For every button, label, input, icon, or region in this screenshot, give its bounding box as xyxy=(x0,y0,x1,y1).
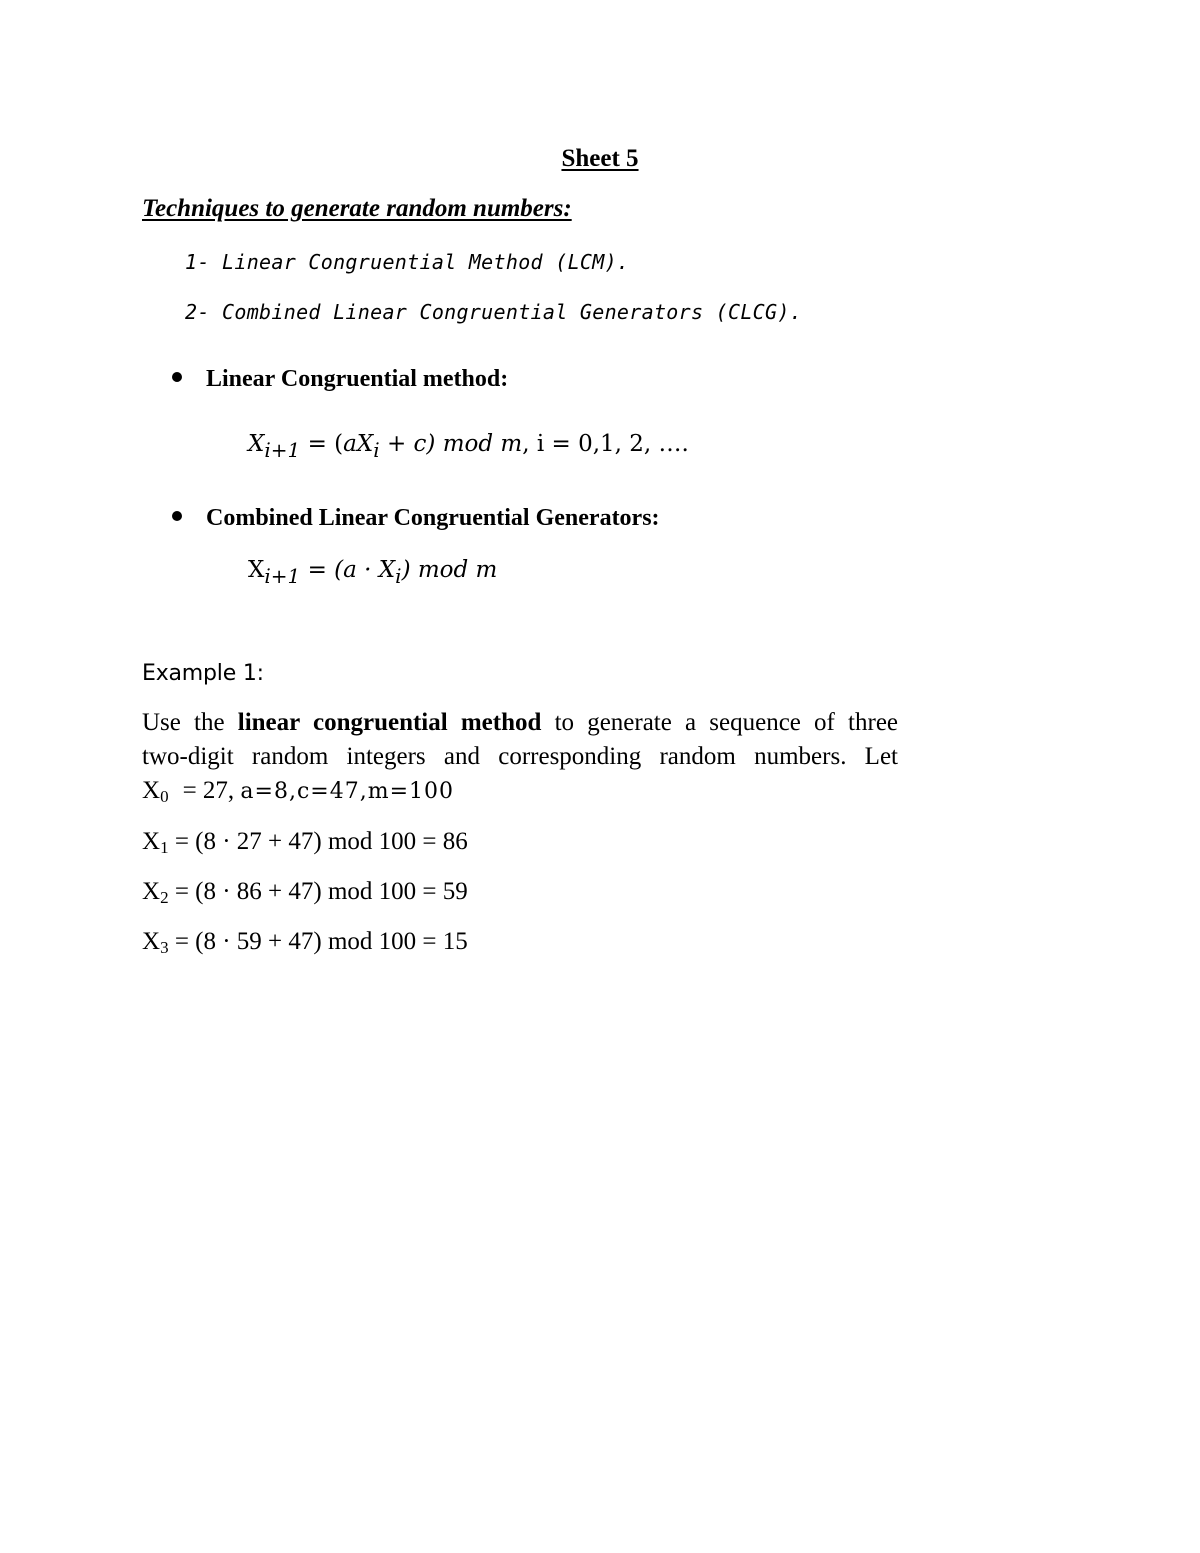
formula-lhs-subscript: i+1 xyxy=(264,564,301,588)
clcg-formula xyxy=(248,553,497,587)
init-params: a=8,c=47,m=100 xyxy=(240,779,454,804)
bullet-heading-clcg xyxy=(172,502,660,534)
bullet-dot-icon xyxy=(172,511,182,521)
init-value: = 27, xyxy=(182,777,235,804)
section-subtitle: Techniques to generate random numbers: xyxy=(142,195,572,222)
formula-rest: + c) mod m xyxy=(379,431,523,457)
formula-term-subscript: i xyxy=(395,564,402,588)
technique-item-clcg: 2- Combined Linear Congruential Generators (CLCG). xyxy=(185,300,803,324)
example-intro-bold: linear congruential method xyxy=(237,709,542,736)
init-var: X xyxy=(142,777,161,804)
init-var-subscript: 0 xyxy=(160,787,169,806)
formula-equals: = (a · X xyxy=(300,557,396,583)
bullet-heading-text: Linear Congruential method: xyxy=(206,366,509,392)
example-intro-after: to generate a sequence of three xyxy=(554,709,899,736)
lcm-formula xyxy=(248,427,689,461)
page-title: Sheet 5 xyxy=(561,145,639,172)
formula-equals: = ( xyxy=(300,431,344,457)
formula-tail: , i = 0,1, 2, …. xyxy=(522,431,689,457)
calc-var: X xyxy=(142,878,161,905)
technique-item-lcm: 1- Linear Congruential Method (LCM). xyxy=(185,250,630,274)
bullet-dot-icon xyxy=(172,372,182,382)
calc-var-subscript: 1 xyxy=(160,838,169,857)
calc-expr: = (8 · 27 + 47) mod 100 = 86 xyxy=(168,828,468,855)
calc-step-2 xyxy=(142,875,468,909)
calc-var: X xyxy=(142,828,161,855)
calc-var-subscript: 3 xyxy=(160,938,169,957)
bullet-heading-text: Combined Linear Congruential Generators: xyxy=(206,505,660,531)
formula-term: aX xyxy=(343,431,374,457)
example-line-2: two-digit random integers and corresponding random numbers. Let xyxy=(142,743,898,770)
calc-var-subscript: 2 xyxy=(160,888,169,907)
formula-rest: ) mod m xyxy=(401,557,498,583)
formula-lhs: X xyxy=(248,557,265,583)
example-initial-values xyxy=(142,774,454,809)
calc-step-3 xyxy=(142,925,468,959)
bullet-heading-lcm xyxy=(172,363,508,395)
calc-step-1 xyxy=(142,825,468,859)
calc-var: X xyxy=(142,928,161,955)
formula-lhs-subscript: i+1 xyxy=(264,438,301,462)
example-intro-before: Use the xyxy=(142,709,225,736)
example-line-1 xyxy=(142,706,898,740)
calc-expr: = (8 · 86 + 47) mod 100 = 59 xyxy=(168,878,468,905)
calc-expr: = (8 · 59 + 47) mod 100 = 15 xyxy=(168,928,468,955)
example-heading: Example 1: xyxy=(142,661,264,686)
example-paragraph xyxy=(142,706,898,774)
formula-lhs: X xyxy=(248,431,265,457)
formula-term-subscript: i xyxy=(373,438,380,462)
